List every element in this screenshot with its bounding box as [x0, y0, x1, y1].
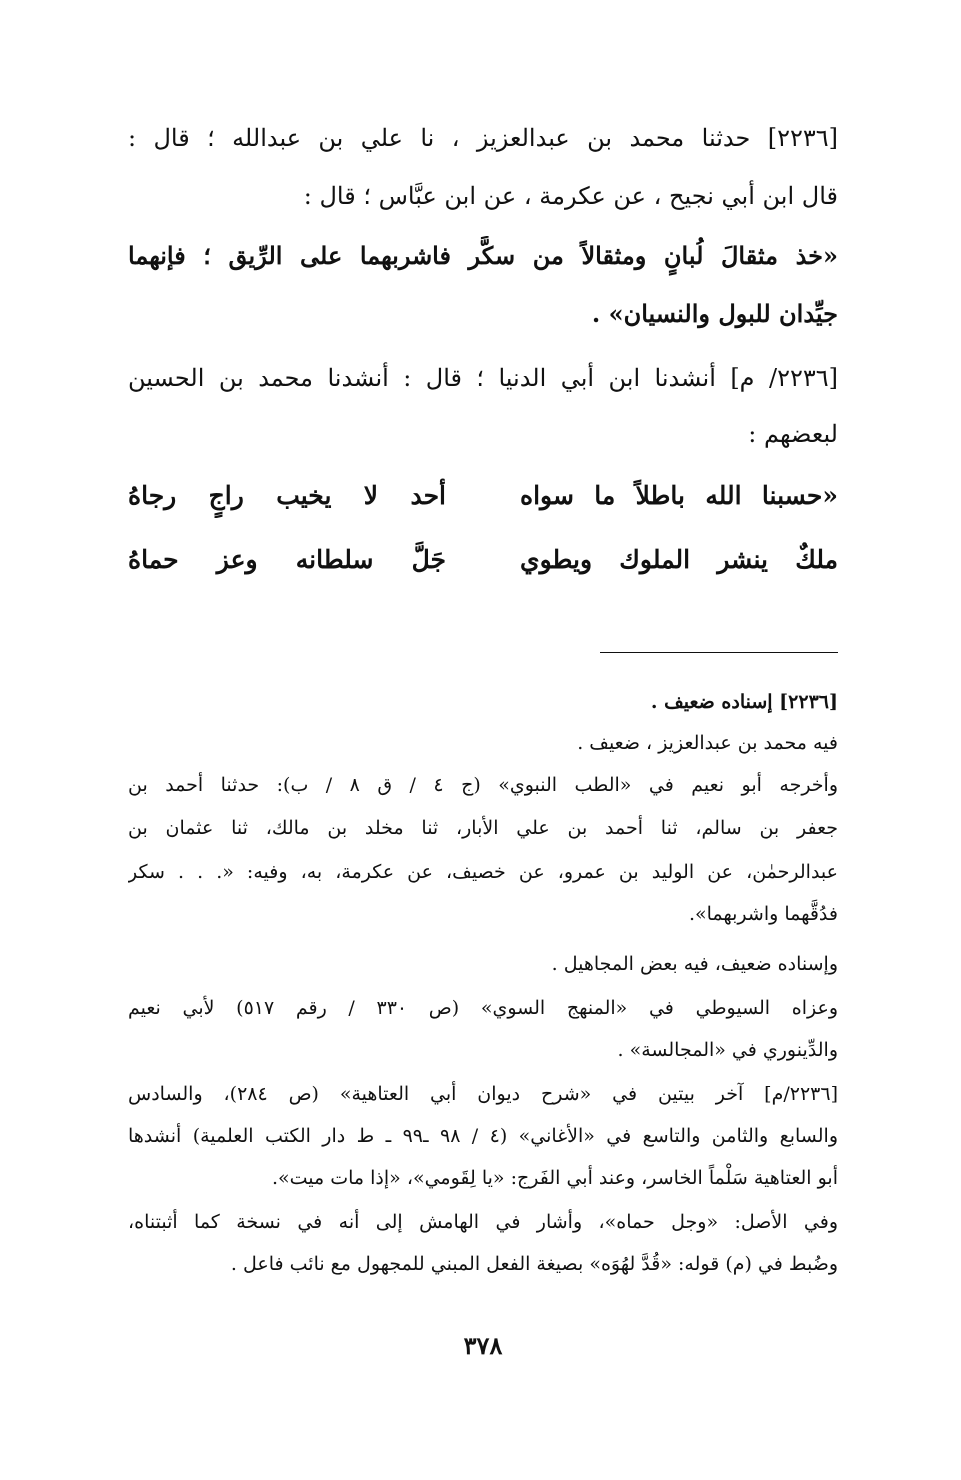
- footnote-line: وأخرجه أبو نعيم في «الطب النبوي» (ج ٤ / ق ٨ / ب): حدثنا أحمد بن: [128, 774, 838, 796]
- footnote-line: جعفر بن سالم، ثنا أحمد بن علي الأبار، ثنا مخلد بن مالك، ثنا عثمان بن: [128, 817, 838, 839]
- hadith-2236m-line-1: [٢٢٣٦/ م] أنشدنا ابن أبي الدنيا ؛ قال : أنشدنا محمد بن الحسين: [128, 364, 838, 392]
- hadith-2236m-line-2: لبعضهم :: [748, 420, 838, 448]
- hadith-2236-matn-line-1: «خذ مثقالَ لُبانٍ ومثقالاً من سكَّر فاشربهما على الرِّيق ؛ فإنهما: [128, 241, 838, 270]
- book-page: [128, 0, 838, 1480]
- page-number: ٣٧٨: [463, 1331, 503, 1360]
- hadith-2236-isnad-line-1: [٢٢٣٦] حدثنا محمد بن عبدالعزيز ، نا علي بن عبدالله ؛ قال :: [128, 124, 838, 152]
- verse-1: [128, 474, 838, 518]
- footnote-line: [٢٢٣٦/م] آخر بيتين في «شرح ديوان أبي العتاهية» (ص ٢٨٤)، والسادس: [128, 1083, 838, 1105]
- verse-1-second-hemistich: أحد لا يخيب راجٍ رجاهُ: [128, 481, 446, 510]
- hadith-2236-isnad-line-2: قال ابن أبي نجيح ، عن عكرمة ، عن ابن عبَّاس ؛ قال :: [303, 182, 838, 210]
- verse-2-first-hemistich: ملكٌ ينشر الملوك ويطوي: [520, 545, 838, 574]
- footnote-line: وفي الأصل: «وجل حماه»، وأشار في الهامش إلى أنه في نسخة كما أثبتناه،: [128, 1211, 838, 1233]
- footnote-separator: [600, 652, 838, 653]
- footnote-line: وضُبط في (م) قوله: «قُدَّ لهُوَه» بصيغة الفعل المبني للمجهول مع نائب فاعل .: [230, 1253, 838, 1275]
- footnote-line: والدِّينوري في «المجالسة» .: [617, 1039, 838, 1061]
- hadith-2236-matn-line-2: جيِّدان للبول والنسيان» .: [591, 299, 838, 328]
- footnote-heading: [٢٢٣٦] إسناده ضعيف .: [650, 691, 838, 713]
- footnote-line: فدُقَّهما واشربهما».: [688, 903, 838, 925]
- footnote-line: عبدالرحمٰن، عن الوليد بن عمرو، عن خصيف، عن عكرمة، به، وفيه: «. . . سكر: [128, 861, 838, 883]
- verse-2: [128, 538, 838, 582]
- footnote-line: وإسناده ضعيف، فيه بعض المجاهيل .: [551, 953, 838, 975]
- footnote-line: فيه محمد بن عبدالعزيز ، ضعيف .: [577, 732, 838, 754]
- footnote-line: والسابع والثامن والتاسع في «الأغاني» (٤ / ٩٨ ـ٩٩ ـ ط دار الكتب العلمية) أنشدها: [128, 1125, 838, 1147]
- footnote-line: وعزاه السيوطي في «المنهج السوي» (ص ٣٣٠ / رقم ٥١٧) لأبي نعيم: [128, 997, 838, 1019]
- verse-1-first-hemistich: «حسبنا الله باطلاً ما سواه: [520, 481, 838, 510]
- footnote-line: أبو العتاهية سَلْماً الخاسر، وعند أبي الفَرج: «يا لِقَومي»، «إذا مات ميت».: [271, 1167, 838, 1189]
- verse-2-second-hemistich: جَلَّ سلطانه وعز حماهُ: [128, 545, 446, 574]
